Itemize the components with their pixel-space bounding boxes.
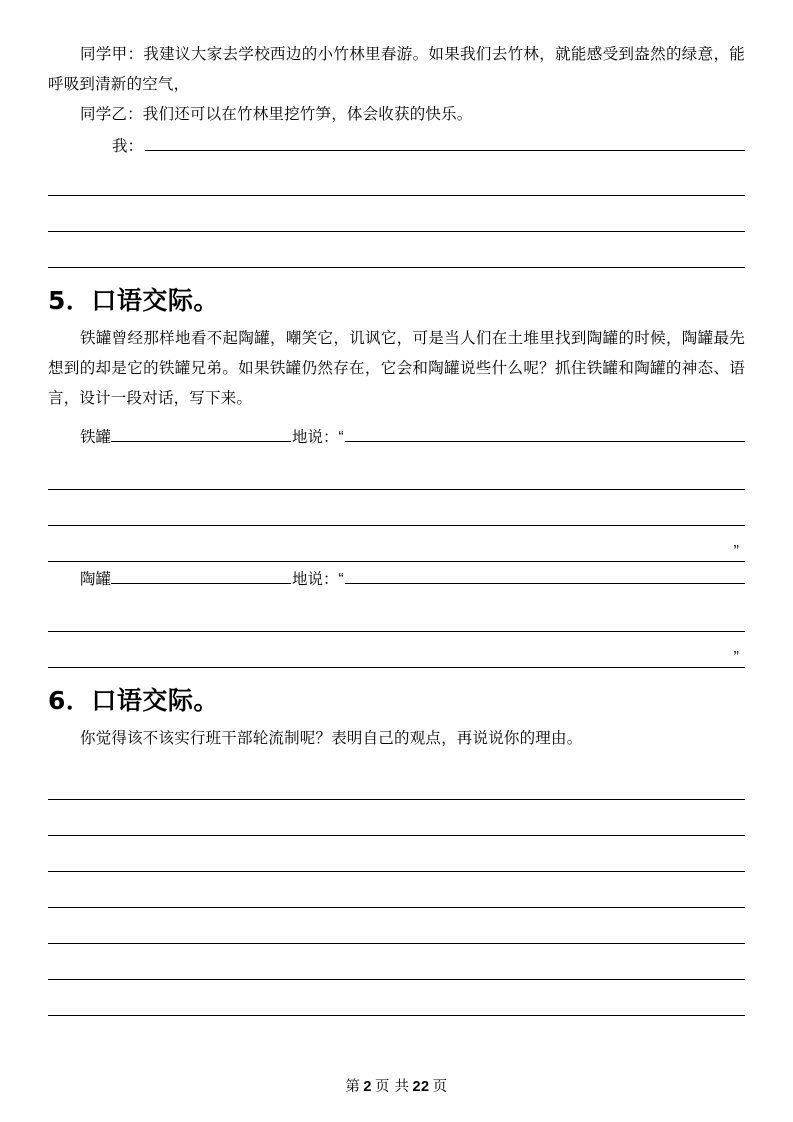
dialogue-line-me bbox=[48, 130, 745, 160]
speaker-row-tieguan bbox=[48, 420, 745, 454]
dialogue-line-classmate-a: 同学甲：我建议大家去学校西边的小竹林里春游。如果我们去竹林，就能感受到盎然的绿意，能呼吸到清新的空气， bbox=[48, 46, 745, 93]
dialogue-me-label: 我： bbox=[112, 138, 144, 155]
top-dialogue-block bbox=[48, 40, 745, 268]
section-6-number: 6． bbox=[48, 686, 92, 715]
footer-mid-1: 页 bbox=[374, 1079, 390, 1095]
speaker-name-tieguan: 铁罐 bbox=[80, 429, 112, 446]
answer-blank-line[interactable] bbox=[48, 908, 745, 944]
section-6-prompt: 你觉得该不该实行班干部轮流制呢？表明自己的观点，再说说你的理由。 bbox=[80, 730, 583, 747]
section-6-title: 口语交际。 bbox=[91, 686, 219, 715]
answer-blank-line-with-quote[interactable] bbox=[48, 526, 745, 562]
page-footer bbox=[0, 1075, 793, 1096]
answer-blank-line[interactable] bbox=[48, 980, 745, 1016]
dialogue-line-classmate-b: 同学乙：我们还可以在竹林里挖竹笋，体会收获的快乐。 bbox=[80, 106, 473, 123]
section-5-number: 5． bbox=[48, 286, 92, 315]
answer-blank-line[interactable] bbox=[48, 836, 745, 872]
page-content bbox=[48, 40, 745, 1016]
answer-blank-line[interactable] bbox=[48, 490, 745, 526]
answer-blank-line[interactable] bbox=[48, 232, 745, 268]
answer-blank-line[interactable] bbox=[48, 800, 745, 836]
footer-suffix: 页 bbox=[432, 1079, 448, 1095]
section-5-prompt: 铁罐曾经那样地看不起陶罐，嘲笑它，讥讽它，可是当人们在土堆里找到陶罐的时候，陶罐最先想到的却是它的铁罐兄弟。如果铁罐仍然存在，它会和陶罐说些什么呢？抓住铁罐和陶罐的神态、语言，设计一段对话，写下来。 bbox=[48, 330, 745, 407]
section-5-heading bbox=[48, 284, 745, 318]
footer-total-pages: 22 bbox=[412, 1079, 430, 1095]
footer-mid-2: 共 bbox=[394, 1079, 410, 1095]
speaker-name-taoguan: 陶罐 bbox=[80, 571, 112, 588]
answer-blank-line[interactable] bbox=[48, 872, 745, 908]
answer-blank-line[interactable] bbox=[48, 454, 745, 490]
answer-blank-line[interactable] bbox=[145, 130, 745, 151]
closing-quote-tieguan: ” bbox=[733, 543, 739, 560]
manner-blank-tieguan[interactable] bbox=[111, 420, 291, 442]
section-5-title: 口语交际。 bbox=[91, 286, 219, 315]
answer-blank-line[interactable] bbox=[48, 196, 745, 232]
closing-quote-taoguan: ” bbox=[733, 649, 739, 666]
speaker-connector-tieguan: 地说：“ bbox=[292, 429, 344, 446]
speaker-row-taoguan bbox=[48, 562, 745, 596]
footer-prefix: 第 bbox=[345, 1079, 361, 1095]
section-6-heading bbox=[48, 684, 745, 718]
footer-page-number: 2 bbox=[363, 1079, 372, 1095]
answer-blank-line[interactable] bbox=[48, 944, 745, 980]
section-6 bbox=[48, 684, 745, 1016]
answer-blank-line[interactable] bbox=[48, 596, 745, 632]
speech-blank-taoguan[interactable] bbox=[345, 562, 745, 584]
answer-blank-line[interactable] bbox=[48, 160, 745, 196]
answer-blank-line[interactable] bbox=[48, 764, 745, 800]
speaker-connector-taoguan: 地说：“ bbox=[292, 571, 344, 588]
answer-blank-line-with-quote[interactable] bbox=[48, 632, 745, 668]
section-5 bbox=[48, 284, 745, 668]
manner-blank-taoguan[interactable] bbox=[111, 562, 291, 584]
speech-blank-tieguan[interactable] bbox=[345, 420, 745, 442]
